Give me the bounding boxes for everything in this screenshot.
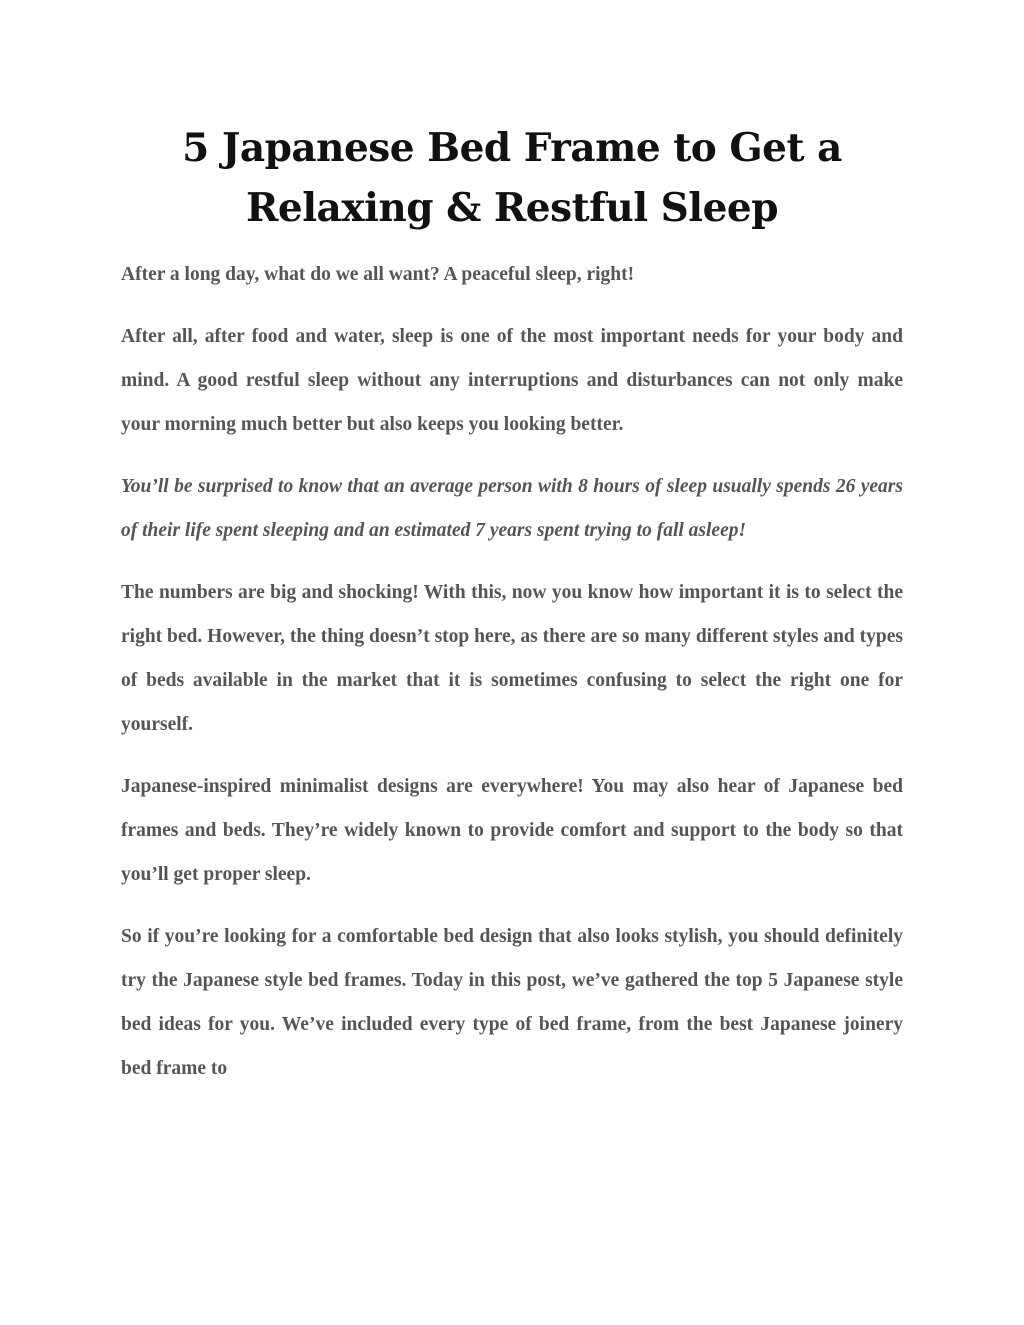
sleep-statistics-paragraph: You’ll be surprised to know that an average person with 8 hours of sleep usually spends 26 years of their life spent sleeping and an estimated 7 years spent trying to fall asleep! bbox=[121, 476, 903, 541]
sleep-importance-paragraph: After all, after food and water, sleep is one of the most important needs for your body and mind. A good restful sleep without any interruptions and disturbances can not only make your morning much better but also keeps you looking better. bbox=[121, 326, 903, 435]
japanese-design-paragraph: Japanese-inspired minimalist designs are everywhere! You may also hear of Japanese bed frames and beds. They’re widely known to provide comfort and support to the body so that you’ll get proper sleep. bbox=[121, 776, 903, 885]
document-title: 5 Japanese Bed Frame to Get a Relaxing & Restful Sleep bbox=[182, 125, 842, 231]
document-body bbox=[121, 253, 903, 1109]
top-five-paragraph: So if you’re looking for a comfortable bed design that also looks stylish, you should definitely try the Japanese style bed frames. Today in this post, we’ve gathered the top 5 Japanese style bed ideas for you. We’ve included every type of bed frame, from the best Japanese joinery bed frame to bbox=[121, 926, 903, 1079]
intro-paragraph: After a long day, what do we all want? A peaceful sleep, right! bbox=[121, 264, 635, 285]
bed-selection-paragraph: The numbers are big and shocking! With this, now you know how important it is to select the right bed. However, the thing doesn’t stop here, as there are so many different styles and types of beds available in the market that it is sometimes confusing to select the right one for yourself. bbox=[121, 582, 903, 735]
